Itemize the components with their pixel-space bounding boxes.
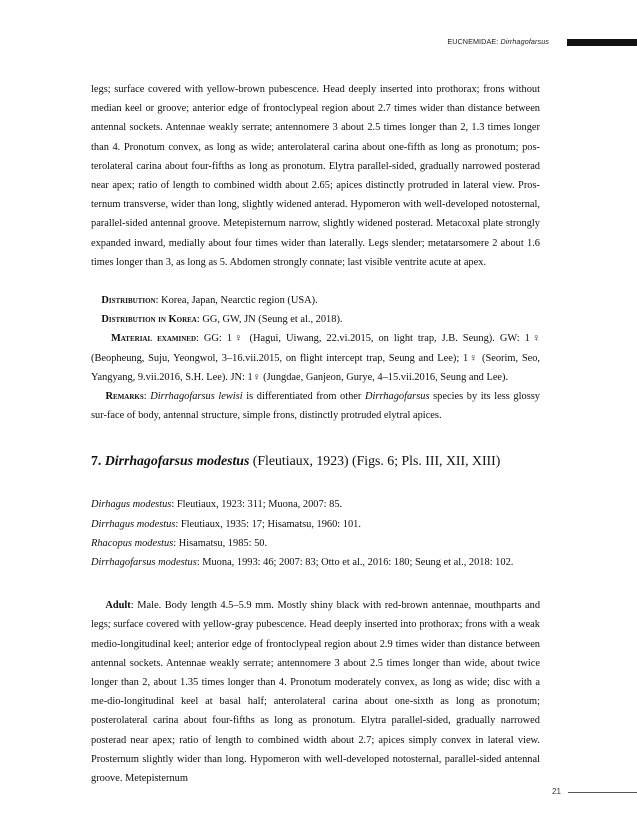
remarks-species: Dirrhagofarsus lewisi [150,391,243,403]
footer-rule [568,792,637,793]
synonym-ref: : Fleutiaux, 1935: 17; Hisamatsu, 1960: 101. [175,518,361,530]
description-text: legs; surface covered with yellow-brown pubescence. Head deeply inserted into prothorax; frons without median keel or groove; anterior edge of frontoclypeal region about 2.7 times wider than distance between antennal sockets. Antennae weakly serrate; antennomere 3 about 2.5 times longer than 2, 1.3 times longer than 4. Pronotum convex, as long as wide; anterolateral carina about one-fifth as long as pronotum; pos-terolateral carina about four-fifths as long as pronotum. Elytra parallel-sided, gradually narrowed posterad near apex; ratio of length to combined width about 2.65; apices distinctly protruded in lateral view. Pros-ternum transverse, wider than long, slightly widened anterad. Hypomeron with well-developed notosternal, parallel-sided antennal groove. Metepisternum narrow, slightly widened posterad. Metacoxal plate strongly expanded inward, medially about four times wider than laterally. Legs slender; metatarsomere 2 about 1.6 times longer than 3, as long as 5. Abdomen strongly connate; last visible ventrite acute at apex. [91,84,540,268]
distribution-korea-text: : GG, GW, JN (Seung et al., 2018). [196,314,343,326]
distribution-korea-label: Distribution in Korea [101,314,197,326]
distribution-text: : Korea, Japan, Nearctic region (USA). [155,295,318,307]
remarks-mid: is differentiated from other [242,391,366,403]
header-bar [567,39,637,46]
material-label: Material examined [110,333,197,345]
page-number: 21 [552,787,561,796]
remarks-paragraph [91,387,540,425]
adult-label: Adult [105,600,131,612]
synonym-name: Rhacopus modestus [91,537,174,549]
synonym-entry [91,495,540,514]
adult-text: : Male. Body length 4.5–5.9 mm. Mostly shiny black with red-brown antennae, mouthparts and legs; surface covered with yellow-gray pubescence. Head deeply inserted into prothorax; frons with a weak medio-longitudinal keel; anterior edge of frontoclypeal region about 2.9 times wider than distance between antennal sockets. Antennae weakly serrate; antennomere 3 about 2.5 times longer than wide, about twice longer than 2, about 1.35 times longer than 4. Pronotum moderately convex, as long as wide; disc with a me-dio-longitudinal keel at basal half; anterolateral carina about one-sixth as long as pronotum; posterolateral carina about four-fifths as long as pronotum. Elytra parallel-sided, gradually narrowed posterad near apex; ratio of length to combined width about 2.7; apices simply convex in lateral view. Prosternum slightly wider than long. Hypomeron with well-developed notosternal, parallel-sided antennal groove. Metepisternum [91,600,541,785]
synonym-name: Dirrhagofarsus modestus [91,557,197,569]
synonym-ref: : Hisamatsu, 1985: 50. [173,537,268,549]
synonym-entry [91,534,540,553]
header-genus: Dirrhagofarsus [500,37,549,46]
synonym-entry [91,515,540,534]
description-paragraph [91,80,540,272]
distribution-paragraph [91,291,540,310]
synonym-name: Dirhagus modestus [91,499,172,511]
spacer [91,425,540,451]
spacer [91,572,540,596]
adult-paragraph [91,596,540,788]
synonym-name: Dirrhagus modestus [91,518,176,530]
remarks-colon: : [143,391,151,403]
species-heading [91,451,540,471]
remarks-genus: Dirrhagofarsus [365,391,430,403]
remarks-label: Remarks [105,391,144,403]
header-family: EUCNEMIDAE: [447,37,499,46]
synonym-entry [91,553,540,572]
species-authority: (Fleutiaux, 1923) (Figs. 6; Pls. III, XII, XIII) [249,453,501,469]
synonym-ref: : Muona, 1993: 46; 2007: 83; Otto et al., 2016: 180; Seung et al., 2018: 102. [196,557,514,569]
synonym-ref: : Fleutiaux, 1923: 311; Muona, 2007: 85. [171,499,343,511]
spacer [91,272,540,291]
distribution-label: Distribution [101,295,156,307]
distribution-korea-paragraph [91,310,540,329]
spacer [91,471,540,495]
page-content [91,80,540,788]
running-header-text [447,37,549,46]
running-header [0,38,637,48]
material-paragraph [91,329,540,387]
species-number: 7. [91,453,102,469]
species-name: Dirrhagofarsus modestus [104,453,250,469]
material-text: : GG: 1♀ (Hagui, Uiwang, 22.vi.2015, on light trap, J.B. Seung). GW: 1♀ (Beopheung, Suju, Yeongwol, 3–16.vii.2015, on flight intercept trap, Seung and Lee); 1♀ (Seorim, Seo, Yangyang, 9.vii.2016, S.H. Lee). JN: 1♀ (Jungdae, Ganjeon, Gurye, 4–15.vii.2016, Seung and Lee). [91,333,540,383]
remarks-end: species by its less glossy sur-face of body, antennal structure, simple frons, distinctly protruded elytral apices. [91,391,540,422]
